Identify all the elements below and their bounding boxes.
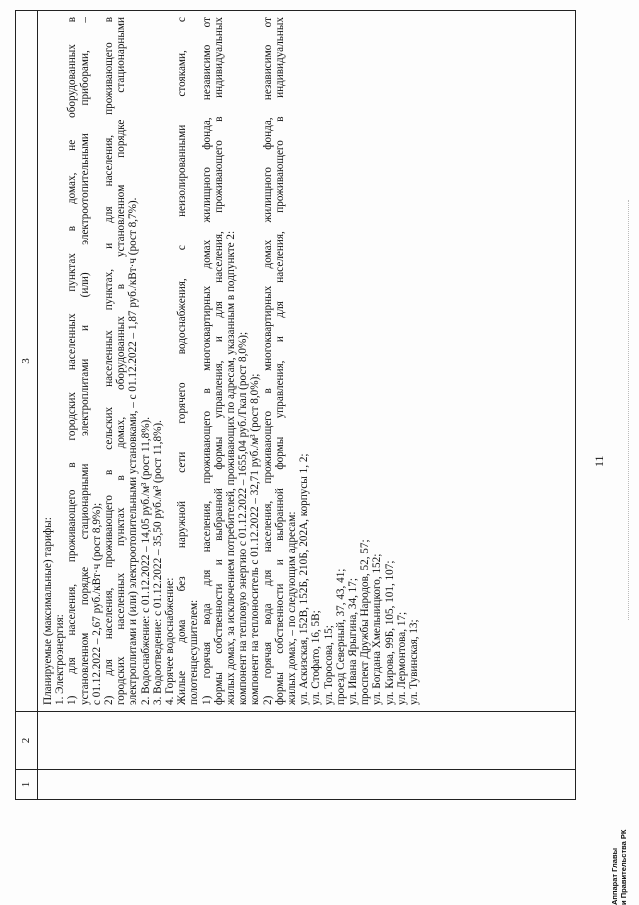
text-line: формы собственности и выбранной формы управления, и для населения, проживающего в индивидуальных — [273, 17, 286, 705]
text-line: полотенцесушителем: — [188, 599, 201, 705]
tariff-table — [15, 10, 576, 800]
text-line: ул. Богдана Хмельницкого, 152; — [371, 553, 384, 705]
header-col-3: 3 — [16, 11, 38, 712]
text-line: 2) для населения, проживающего в сельских населенных пунктах, и для населения, проживающего в — [102, 17, 115, 705]
table-body-row — [38, 11, 576, 800]
footer-line-2: и Правительства РК — [619, 829, 628, 905]
text-line: проезд Северный, 37, 43, 41; — [334, 568, 347, 705]
text-line: проспект Дружбы Народов, 52, 57; — [359, 539, 372, 705]
text-line: формы собственности и выбранной формы управления, и для населения, проживающего в индивидуальных — [212, 17, 225, 705]
text-line: электроплитами и (или) электроотопительными установками, – с 01.12.2022 – 1,87 руб./кВт·ч (рост 8,7%). — [127, 197, 140, 705]
text-line: 2) горячая вода для населения, проживающего в многоквартирных домах жилищного фонда, независимо от — [261, 17, 274, 705]
text-line: ул. Кирова, 99Б, 105, 101, 107; — [383, 560, 396, 705]
text-line: Планируемые (максимальные) тарифы: — [42, 517, 54, 705]
cell-col-2 — [38, 712, 576, 770]
text-line: 1) горячая вода для населения, проживающего в многоквартирных домах жилищного фонда, независимо от — [200, 17, 213, 705]
text-line: ул. Тувинская, 13; — [407, 619, 420, 705]
text-line: ул. Ивана Ярыгина, 34, 17; — [346, 578, 359, 705]
text-line: городских населенных пунктах в домах, оборудованных в установленном порядке стационарными — [115, 17, 128, 705]
text-line: компонент на теплоноситель с 01.12.2022 – 32,71 руб./м³ (рост 8,0%); — [249, 373, 262, 705]
footer-stamp — [610, 830, 628, 905]
text-line: ул. Лермонтова, 17; — [395, 611, 408, 705]
cell-col-1 — [38, 770, 576, 800]
text-line: компонент на тепловую энергию с 01.12.2022 – 1655,04 руб./Гкал (рост 8,0%); — [237, 331, 250, 705]
text-line: жилых домах, – по следующим адресам: — [285, 511, 298, 705]
text-line: установленном порядке стационарными электроплитами и (или) электроотопительными приборами, – — [78, 17, 91, 705]
header-col-2: 2 — [16, 712, 38, 770]
text-line: ул. Торосова, 15; — [322, 625, 335, 705]
text-line: 4. Горячее водоснабжение: — [163, 577, 176, 705]
text-line: 2. Водоснабжение: с 01.12.2022 – 14,05 руб./м³ (рост 11,8%). — [139, 416, 152, 705]
text-line: с 01.12.2022 – 2,67 руб./кВт·ч (рост 8,9%); — [90, 502, 103, 705]
footer-line-1: Аппарат Главы — [610, 848, 619, 905]
table-header-row — [16, 11, 38, 800]
text-line: 1. Электроэнергия: — [54, 614, 67, 705]
header-col-1: 1 — [16, 770, 38, 800]
text-line: 1) для населения, проживающего в городских населенных пунктах в домах, не оборудованных в — [66, 17, 79, 705]
tariff-text — [42, 17, 420, 705]
text-line: ул. Аскизская, 152В, 152Б, 210Б, 202А, корпусы 1, 2; — [298, 453, 311, 705]
page-number: 11 — [592, 455, 606, 467]
text-line: Жилые дома без наружной сети горячего водоснабжения, с неизолированными стояками, с — [176, 17, 189, 705]
text-line: жилых домах, за исключением потребителей, проживающих по адресам, указанным в подпункте 2: — [224, 230, 237, 705]
cell-col-3 — [38, 11, 576, 712]
text-line: ул. Стофато, 16, 5В; — [310, 610, 323, 705]
text-line: 3. Водоотведение: с 01.12.2022 – 35,50 руб./м³ (рост 11,8%). — [151, 420, 164, 705]
